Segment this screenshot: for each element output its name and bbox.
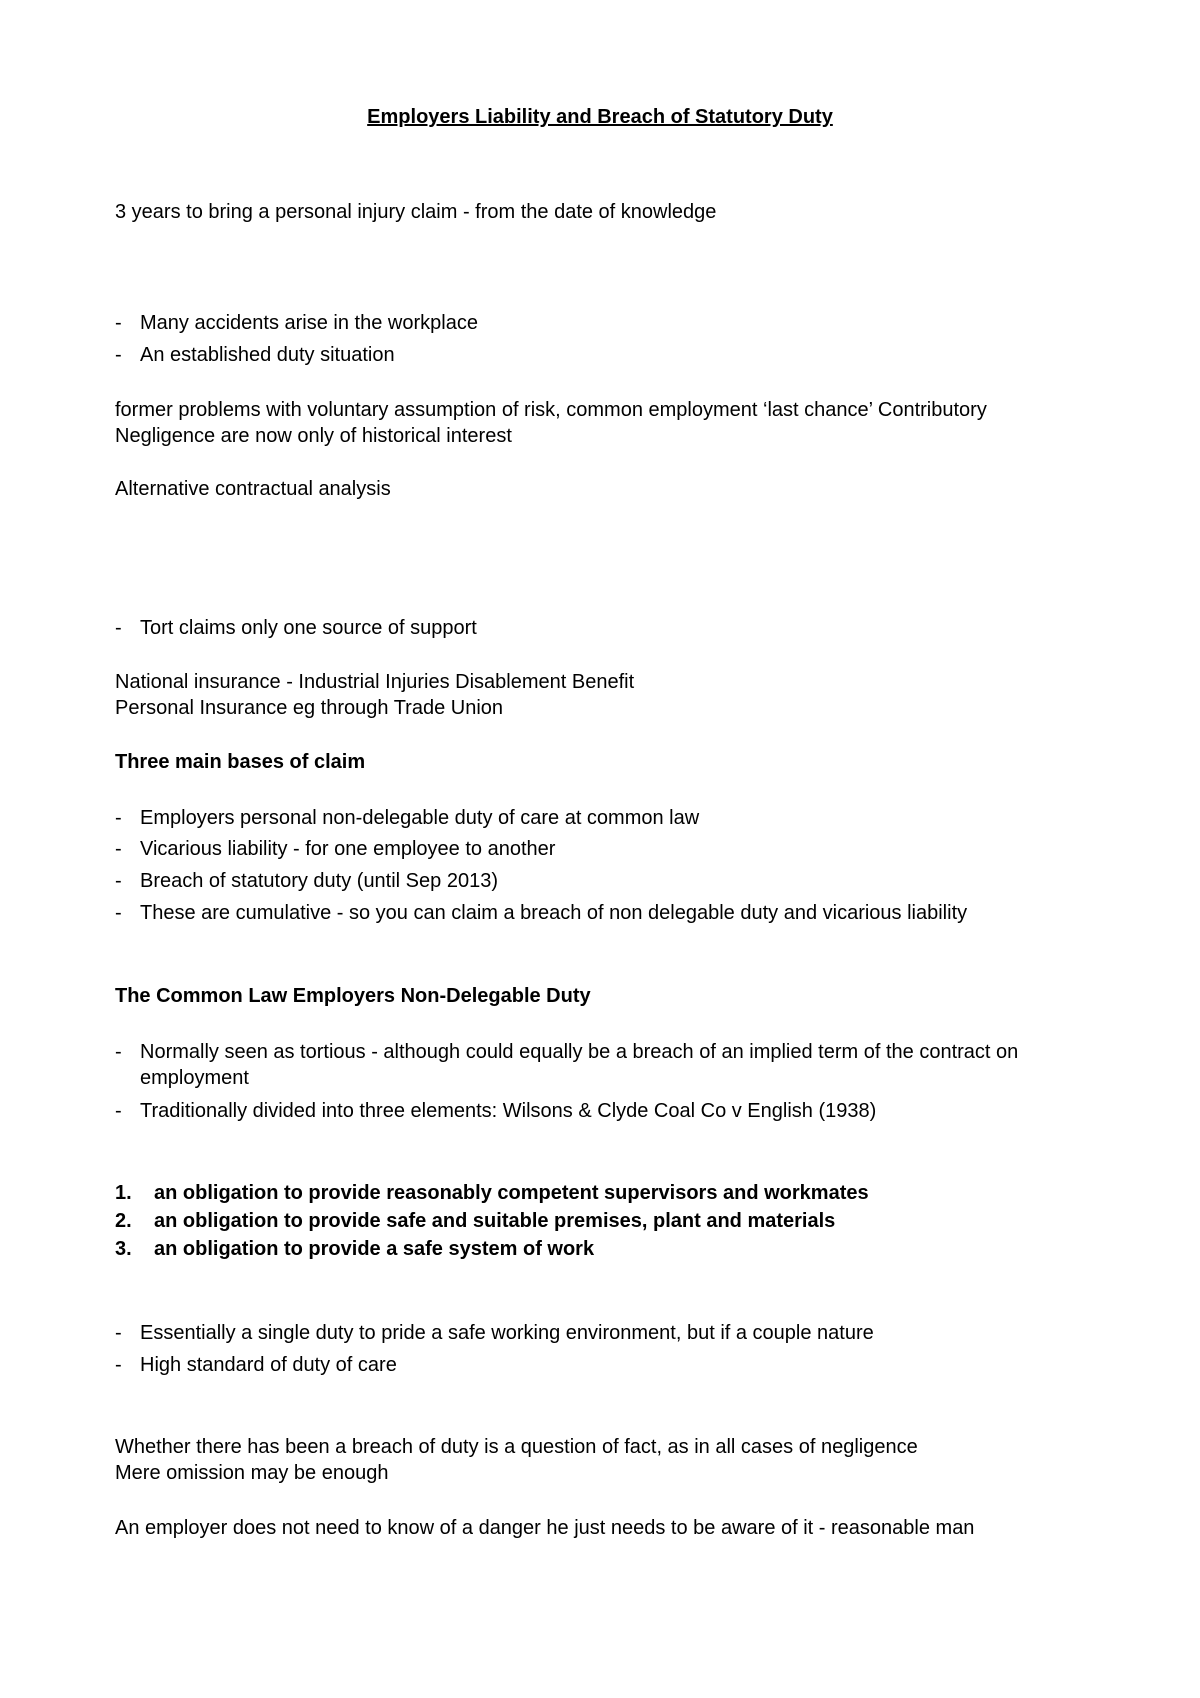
document-title: Employers Liability and Breach of Statutory Duty — [367, 106, 833, 128]
bullet-marker: - — [115, 1354, 122, 1376]
list-item — [115, 1320, 1105, 1346]
list-item — [115, 805, 1105, 831]
intro-text: 3 years to bring a personal injury claim - from the date of knowledge — [115, 201, 717, 223]
bullet-marker: - — [115, 617, 122, 639]
list-item-text: Tort claims only one source of support — [140, 617, 477, 639]
numbered-item-text: an obligation to provide safe and suitable premises, plant and materials — [154, 1210, 836, 1232]
numbered-item — [115, 1180, 1105, 1206]
list-item — [115, 1098, 1105, 1124]
list-item — [115, 310, 1105, 336]
list-item-text: Employers personal non-delegable duty of care at common law — [140, 807, 700, 829]
list-item-text: Normally seen as tortious - although could equally be a breach of an implied term of the contract on employment — [140, 1041, 1019, 1089]
paragraph-line: Mere omission may be enough — [115, 1462, 389, 1484]
number-marker: 1. — [115, 1182, 132, 1204]
list-item-text: An established duty situation — [140, 344, 395, 366]
numbered-item-text: an obligation to provide reasonably competent supervisors and workmates — [154, 1182, 869, 1204]
list-item — [115, 342, 1105, 368]
bullet-marker: - — [115, 838, 122, 860]
list-item-text: Breach of statutory duty (until Sep 2013) — [140, 870, 498, 892]
list-item — [115, 615, 1105, 641]
bullet-marker: - — [115, 344, 122, 366]
list-item — [115, 1352, 1105, 1378]
bullet-marker: - — [115, 312, 122, 334]
list-item — [115, 868, 1105, 894]
paragraph-line: National insurance - Industrial Injuries Disablement Benefit — [115, 671, 635, 693]
paragraph-line: Personal Insurance eg through Trade Union — [115, 697, 504, 719]
number-marker: 3. — [115, 1238, 132, 1260]
list-item-text: Traditionally divided into three elements: Wilsons & Clyde Coal Co v English (1938) — [140, 1100, 877, 1122]
numbered-item — [115, 1236, 1105, 1262]
bullet-marker: - — [115, 1100, 122, 1122]
bullet-marker: - — [115, 902, 122, 924]
list-item-text: High standard of duty of care — [140, 1354, 397, 1376]
paragraph-line: Negligence are now only of historical interest — [115, 425, 512, 447]
section-heading: Three main bases of claim — [115, 751, 366, 773]
list-item-text: Vicarious liability - for one employee to another — [140, 838, 556, 860]
bullet-marker: - — [115, 1041, 122, 1063]
bullet-marker: - — [115, 807, 122, 829]
paragraph-line: former problems with voluntary assumption of risk, common employment ‘last chance’ Contributory — [115, 399, 987, 421]
list-item — [115, 900, 1105, 926]
list-item — [115, 1039, 1105, 1091]
number-marker: 2. — [115, 1210, 132, 1232]
paragraph-line: Whether there has been a breach of duty is a question of fact, as in all cases of negligence — [115, 1436, 918, 1458]
section-heading: The Common Law Employers Non-Delegable Duty — [115, 985, 591, 1007]
bullet-marker: - — [115, 870, 122, 892]
list-item-text: Many accidents arise in the workplace — [140, 312, 478, 334]
paragraph-line: An employer does not need to know of a danger he just needs to be aware of it - reasonable man — [115, 1517, 975, 1539]
list-item — [115, 836, 1105, 862]
numbered-item-text: an obligation to provide a safe system of work — [154, 1238, 595, 1260]
paragraph-line: Alternative contractual analysis — [115, 478, 391, 500]
numbered-item — [115, 1208, 1105, 1234]
list-item-text: Essentially a single duty to pride a safe working environment, but if a couple nature — [140, 1322, 874, 1344]
bullet-marker: - — [115, 1322, 122, 1344]
list-item-text: These are cumulative - so you can claim a breach of non delegable duty and vicarious liability — [140, 902, 968, 924]
